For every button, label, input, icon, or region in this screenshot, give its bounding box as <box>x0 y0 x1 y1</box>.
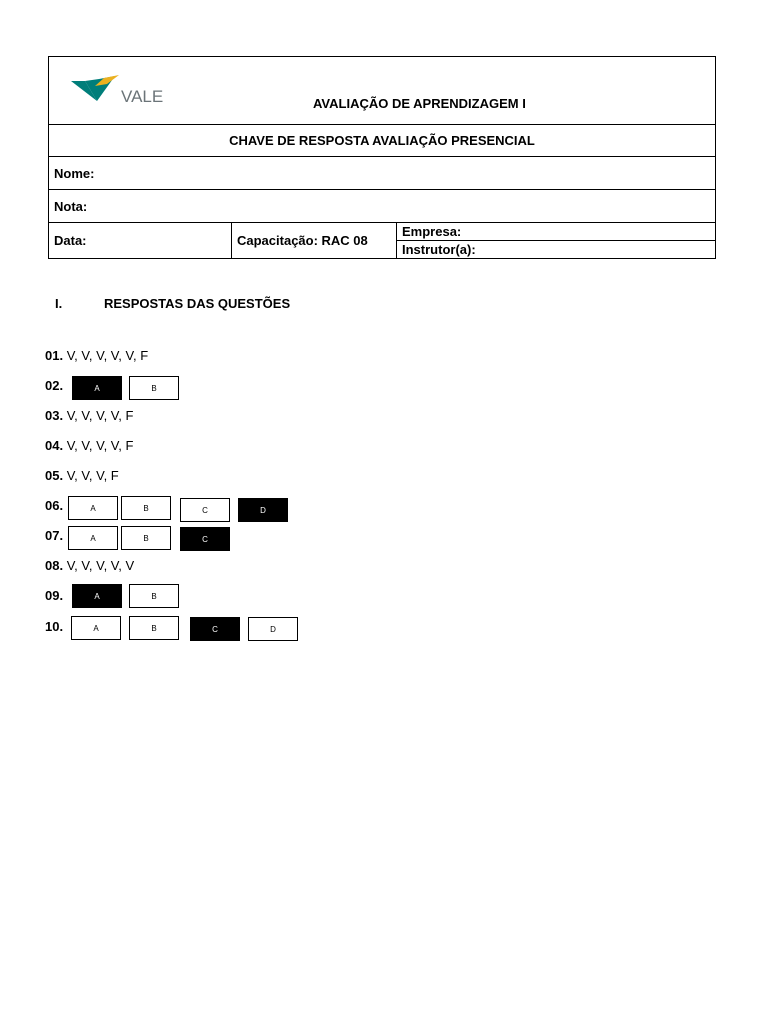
logo-text: VALE <box>121 87 164 106</box>
section-title: RESPOSTAS DAS QUESTÕES <box>104 296 291 311</box>
question-number: 10. <box>45 619 64 634</box>
option-b: B <box>129 584 179 608</box>
answer-text: V, V, V, V, V <box>63 558 135 573</box>
vale-logo <box>71 75 181 115</box>
option-d: D <box>248 617 298 641</box>
answer-07 <box>45 528 63 543</box>
option-a: A <box>68 496 118 520</box>
answer-04 <box>45 438 133 453</box>
subtitle: CHAVE DE RESPOSTA AVALIAÇÃO PRESENCIAL <box>49 125 716 157</box>
option-a: A <box>71 616 121 640</box>
answer-10 <box>45 619 63 634</box>
question-number: 02. <box>45 378 64 393</box>
answer-09 <box>45 588 63 603</box>
option-a-selected: A <box>72 584 122 608</box>
option-a-selected: A <box>72 376 122 400</box>
option-a: A <box>68 526 118 550</box>
answer-text: V, V, V, V, F <box>63 408 134 423</box>
option-c-selected: C <box>180 527 230 551</box>
answer-text: V, V, V, V, F <box>63 438 134 453</box>
answer-02 <box>45 378 63 393</box>
answer-08 <box>45 558 134 573</box>
answer-01 <box>45 348 148 363</box>
question-number: 05. <box>45 468 64 483</box>
option-b: B <box>121 526 171 550</box>
answer-05 <box>45 468 119 483</box>
question-number: 03. <box>45 408 64 423</box>
answer-text: V, V, V, F <box>63 468 119 483</box>
data-field: Data: <box>49 223 232 259</box>
answer-06 <box>45 498 63 513</box>
option-c: C <box>180 498 230 522</box>
answer-text: V, V, V, V, V, F <box>63 348 149 363</box>
capacitacao-field: Capacitação: RAC 08 <box>232 223 397 259</box>
header-logo-row <box>49 57 716 125</box>
question-number: 04. <box>45 438 64 453</box>
option-d-selected: D <box>238 498 288 522</box>
option-c-selected: C <box>190 617 240 641</box>
question-number: 08. <box>45 558 64 573</box>
option-b: B <box>129 376 179 400</box>
answer-03 <box>45 408 133 423</box>
page-title: AVALIAÇÃO DE APRENDIZAGEM I <box>313 96 526 111</box>
option-b: B <box>129 616 179 640</box>
instrutor-field: Instrutor(a): <box>397 241 716 259</box>
nome-field: Nome: <box>49 157 716 190</box>
option-b: B <box>121 496 171 520</box>
header-table <box>48 56 716 259</box>
section-number: I. <box>55 296 63 311</box>
question-number: 09. <box>45 588 64 603</box>
question-number: 01. <box>45 348 64 363</box>
question-number: 07. <box>45 528 64 543</box>
empresa-field: Empresa: <box>397 223 716 241</box>
question-number: 06. <box>45 498 64 513</box>
nota-field: Nota: <box>49 190 716 223</box>
